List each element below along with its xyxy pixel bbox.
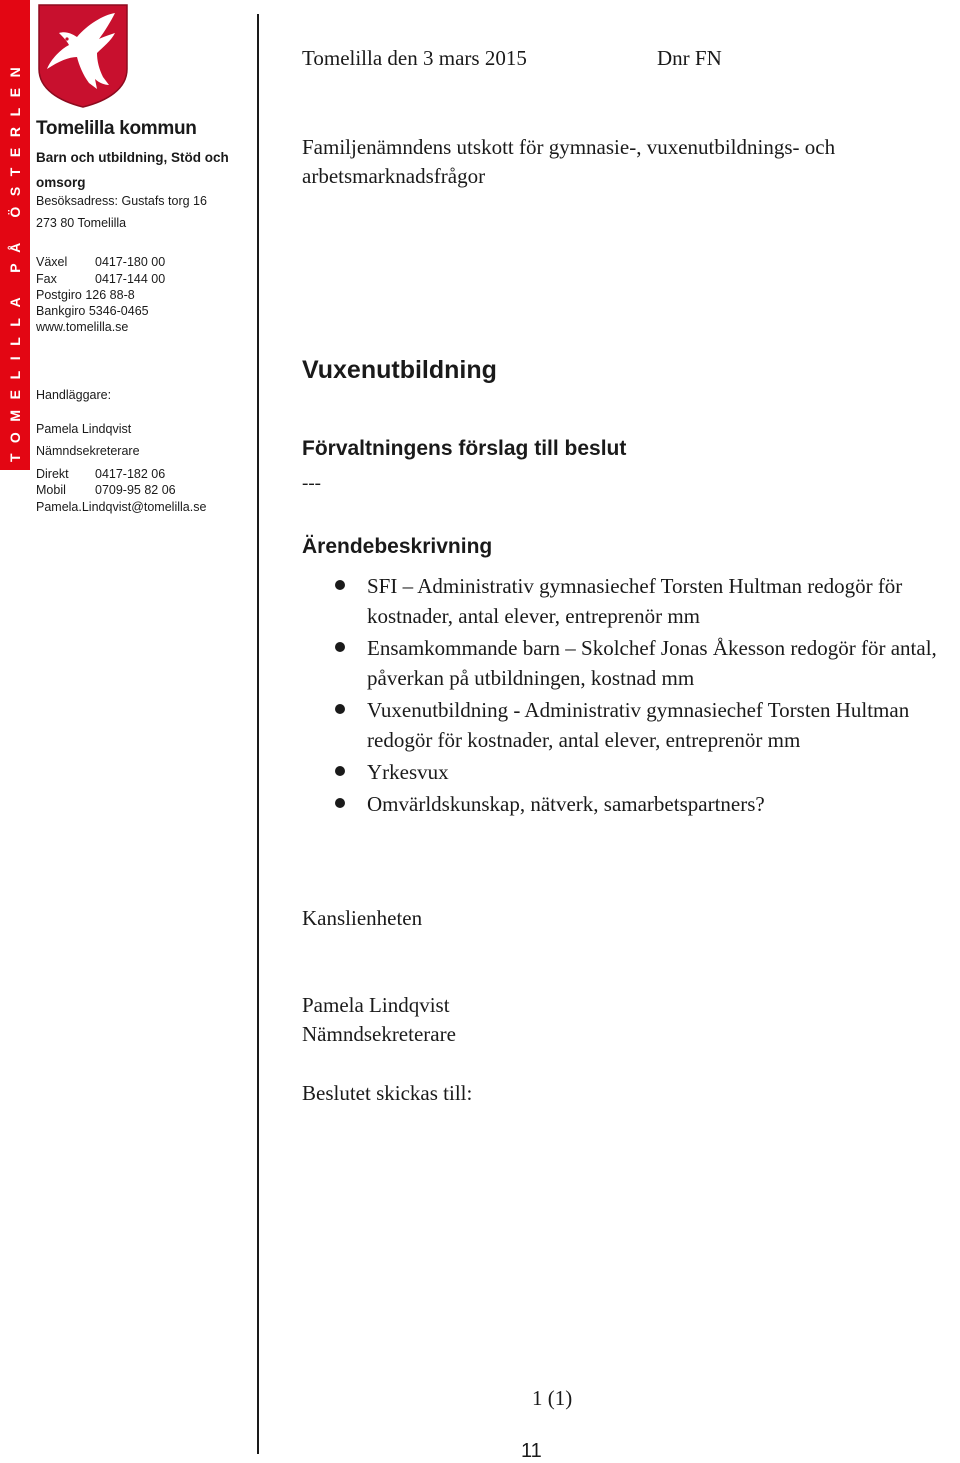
page-number: 11 [521,1440,542,1462]
direct-label: Mobil [36,483,66,497]
bullet-icon [335,798,345,808]
document-title: Vuxenutbildning [302,356,497,384]
signer-name: Pamela Lindqvist [302,993,450,1017]
list-item-text: Yrkesvux [367,760,449,784]
contact-value: 126 88-8 [85,288,135,302]
contact-label: Bankgiro [36,304,86,318]
addressee: Familjenämndens utskott för gymnasie-, vuxenutbildnings- och arbetsmarknadsfrågor [302,135,836,188]
contact-label: Postgiro [36,288,82,302]
list-item [302,757,960,787]
visit-address-label: Besöksadress: [36,194,118,208]
contact-row [36,304,149,318]
handlaggare-title: Nämndsekreterare [36,444,140,458]
list-item-text: Vuxenutbildning - Administrativ gymnasiechef Torsten Hultman redogör för kostnader, antal elever, entreprenör mm [367,698,910,752]
description-heading: Ärendebeskrivning [302,535,493,558]
website-link[interactable]: www.tomelilla.se [36,320,129,334]
vertical-divider [257,14,259,1454]
proposal-text: --- [302,473,321,494]
visit-address-street: Gustafs torg 16 [121,194,207,208]
contact-row [36,255,165,269]
bullet-icon [335,642,345,652]
department-name: Barn och utbildning, Stöd och omsorg [36,150,229,190]
description-list [302,571,960,821]
postal-address: 273 80 Tomelilla [36,216,127,230]
contact-value: 0417-144 00 [95,272,166,286]
direct-value: 0417-182 06 [95,467,166,481]
signer-title: Nämndsekreterare [302,1022,456,1046]
handlaggare-label: Handläggare: [36,388,112,402]
sent-to-label: Beslutet skickas till: [302,1081,473,1105]
direct-value: 0709-95 82 06 [95,483,176,497]
tagline-strip [0,0,30,470]
list-item-text: Omvärldskunskap, nätverk, samarbetspartners? [367,792,765,816]
contact-value: 0417-180 00 [95,255,166,269]
contact-row [36,272,165,286]
contact-value: 5346-0465 [88,304,149,318]
visit-address [36,194,207,208]
contact-label: Växel [36,255,68,269]
office-name: Kanslienheten [302,906,423,930]
kite-bird-crest-icon [37,3,129,109]
diary-number: Dnr FN [657,46,722,70]
kommun-name: Tomelilla kommun [36,118,197,139]
bullet-icon [335,580,345,590]
list-item [302,789,960,819]
list-item [302,633,960,693]
email-link[interactable]: Pamela.Lindqvist@tomelilla.se [36,500,207,514]
tagline-text: TOMELILLA PÅ ÖSTERLEN [7,56,23,462]
list-item [302,571,960,631]
direct-row [36,483,176,497]
direct-row [36,467,165,481]
letter-date: Tomelilla den 3 mars 2015 [302,46,527,70]
contact-row [36,288,135,302]
handlaggare-name: Pamela Lindqvist [36,422,132,436]
contact-label: Fax [36,272,57,286]
bullet-icon [335,766,345,776]
proposal-heading: Förvaltningens förslag till beslut [302,437,627,460]
list-item-text: Ensamkommande barn – Skolchef Jonas Åkesson redogör för antal, påverkan på utbildningen, kostnad mm [367,636,937,690]
list-item [302,695,960,755]
page-indicator: 1 (1) [532,1386,573,1410]
list-item-text: SFI – Administrativ gymnasiechef Torsten Hultman redogör för kostnader, antal elever, entreprenör mm [367,574,903,628]
direct-label: Direkt [36,467,69,481]
bullet-icon [335,704,345,714]
